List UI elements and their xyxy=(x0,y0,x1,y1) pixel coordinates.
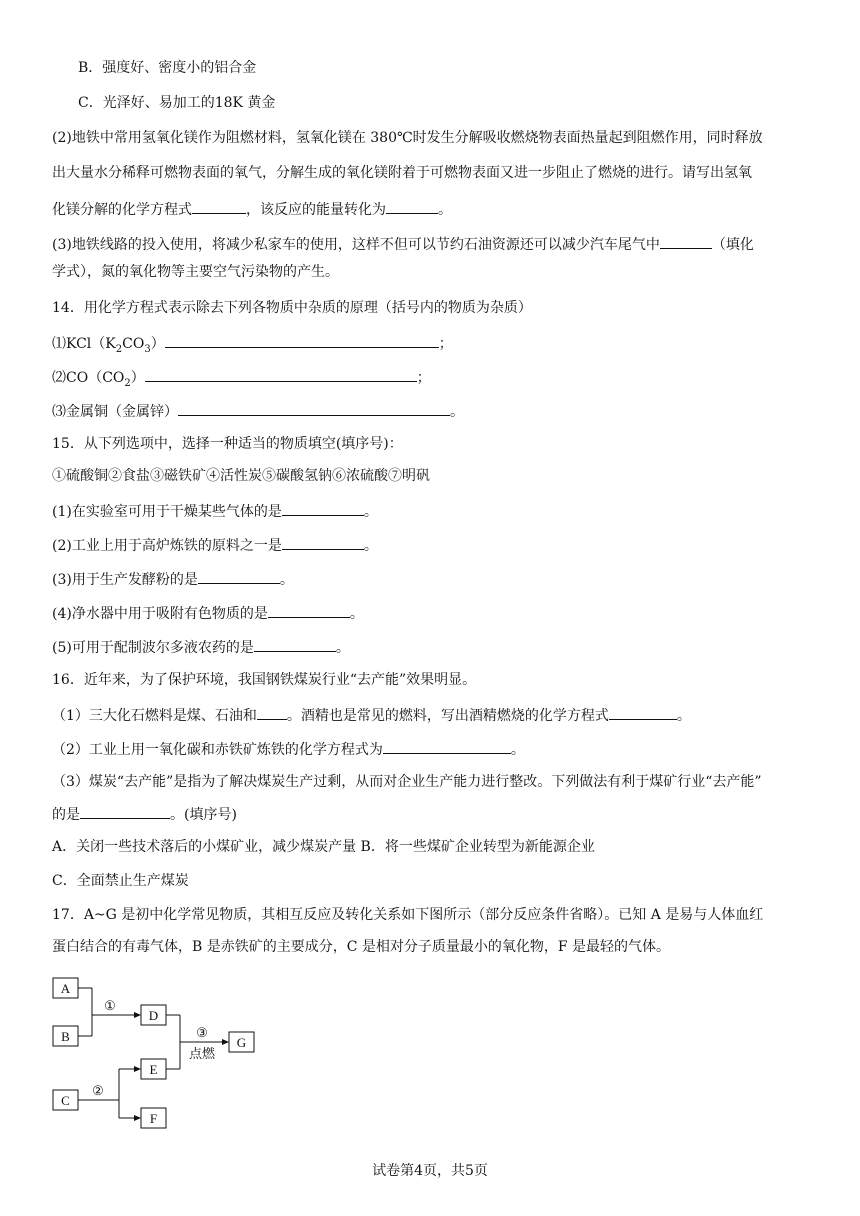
answer-blank[interactable] xyxy=(282,500,364,516)
answer-blank[interactable] xyxy=(254,636,336,652)
q15-sub5-text: (5)可用于配制波尔多液农药的是 xyxy=(52,640,254,656)
period: 。 xyxy=(349,606,364,622)
arrow-head xyxy=(222,1039,229,1045)
q16-sub1-text2: 。酒精也是常见的燃料，写出酒精燃烧的化学方程式 xyxy=(286,708,609,724)
q16-sub1 xyxy=(52,704,812,726)
label-f: F xyxy=(149,1111,158,1126)
q16-sub2-text: （2）工业上用一氧化碳和赤铁矿炼铁的化学方程式为 xyxy=(52,742,383,758)
q16-sub3-text2: 。(填序号) xyxy=(170,807,237,823)
q16-sub3-line1: （3）煤炭“去产能”是指为了解决煤炭生产过剩，从而对企业生产能力进行整改。下列做法有利于煤矿行业“去产能” xyxy=(52,774,762,790)
q14-item2-text2: ） xyxy=(130,370,145,386)
q15-sub4 xyxy=(52,602,812,624)
q14-item1-end: ； xyxy=(438,336,453,352)
q13-part2-end: 。 xyxy=(438,202,452,218)
q15-sub4-text: (4)净水器中用于吸附有色物质的是 xyxy=(52,606,268,622)
q14-item1-text3: ） xyxy=(150,336,165,352)
period: 。 xyxy=(363,504,378,520)
subscript: 2 xyxy=(115,343,123,355)
q16-options-ab: A．关闭一些技术落后的小煤矿业，减少煤炭产量 B．将一些煤矿企业转型为新能源企业 xyxy=(52,839,595,855)
q14-item1-text: ⑴KCl（K xyxy=(52,336,116,352)
q15-sub3-text: (3)用于生产发酵粉的是 xyxy=(52,572,198,588)
q15-sub3 xyxy=(52,568,812,590)
answer-blank[interactable] xyxy=(282,534,364,550)
q15-sub2-text: (2)工业上用于高炉炼铁的原料之一是 xyxy=(52,538,282,554)
q13-part3-text2: （填化 xyxy=(711,237,754,253)
answer-blank[interactable] xyxy=(198,568,280,584)
label-a: A xyxy=(60,981,71,996)
q14-item2 xyxy=(52,366,812,388)
q14-item2-end: ； xyxy=(416,370,431,386)
reaction-1-label: ① xyxy=(104,998,116,1013)
period: 。 xyxy=(279,572,294,588)
answer-blank[interactable] xyxy=(386,198,438,214)
page-footer: 试卷第4页，共5页 xyxy=(372,1163,488,1179)
answer-blank[interactable] xyxy=(660,233,712,249)
q16-stem: 16．近年来，为了保护环境，我国钢铁煤炭行业“去产能”效果明显。 xyxy=(52,672,477,688)
q15-sub1-text: (1)在实验室可用于干燥某些气体的是 xyxy=(52,504,282,520)
arrow-head xyxy=(134,1012,141,1018)
label-d: D xyxy=(148,1008,159,1023)
arrow-head xyxy=(134,1066,141,1072)
period: 。 xyxy=(676,708,691,724)
q13-part2-text2: ，该反应的能量转化为 xyxy=(246,202,386,218)
q13-part2-line1: (2)地铁中常用氢氧化镁作为阻燃材料，氢氧化镁在 380℃时发生分解吸收燃烧物表面热量起到阻燃作用，同时释放 xyxy=(52,130,763,146)
q15-options: ①硫酸铜②食盐③磁铁矿④活性炭⑤碳酸氢钠⑥浓硫酸⑦明矾 xyxy=(52,468,430,484)
q13-part3-text: (3)地铁线路的投入使用，将减少私家车的使用，这样不但可以节约石油资源还可以减少汽车尾气中 xyxy=(52,237,660,253)
reaction-3-condition: 点燃 xyxy=(188,1046,216,1061)
q14-item1-text2: CO xyxy=(122,336,145,352)
subscript: 3 xyxy=(144,343,151,355)
q14-item2-text: ⑵CO（CO xyxy=(52,370,125,386)
label-g: G xyxy=(236,1035,247,1050)
q13-option-b: B．强度好、密度小的铝合金 xyxy=(78,60,257,76)
reaction-diagram xyxy=(40,970,280,1140)
answer-blank[interactable] xyxy=(383,738,511,754)
reaction-2-label: ② xyxy=(92,1083,104,1098)
q17-line2: 蛋白结合的有毒气体，B 是赤铁矿的主要成分，C 是相对分子质量最小的氧化物，F 是最轻的气体。 xyxy=(52,939,671,955)
q15-sub5 xyxy=(52,636,812,658)
answer-blank[interactable] xyxy=(609,704,677,720)
label-c: C xyxy=(61,1093,70,1108)
q16-sub3-text: 的是 xyxy=(52,807,80,823)
q14-stem: 14．用化学方程式表示除去下列各物质中杂质的原理（括号内的物质为杂质） xyxy=(52,300,532,316)
q16-option-c: C．全面禁止生产煤炭 xyxy=(52,873,189,889)
answer-blank[interactable] xyxy=(165,332,439,348)
answer-blank[interactable] xyxy=(192,198,246,214)
q14-item3 xyxy=(52,400,812,422)
q16-sub3-line2 xyxy=(52,803,812,825)
q13-part3-line1 xyxy=(52,233,812,255)
q16-sub1-text: （1）三大化石燃料是煤、石油和 xyxy=(52,708,257,724)
q13-option-c: C．光泽好、易加工的18K 黄金 xyxy=(78,95,276,111)
answer-blank[interactable] xyxy=(178,400,450,416)
q13-part3-line2: 学式），氮的氧化物等主要空气污染物的产生。 xyxy=(52,264,339,280)
q16-sub2 xyxy=(52,738,812,760)
q14-item3-end: 。 xyxy=(450,404,464,420)
answer-blank[interactable] xyxy=(145,366,417,382)
q13-part2-line2: 出大量水分稀释可燃物表面的氧气，分解生成的氧化镁附着于可燃物表面又进一步阻止了燃烧的进行。请写出氢氧 xyxy=(52,165,752,181)
q15-stem: 15．从下列选项中，选择一种适当的物质填空(填序号)： xyxy=(52,436,403,452)
subscript: 2 xyxy=(124,377,131,389)
q14-item3-text: ⑶金属铜（金属锌） xyxy=(52,404,178,420)
q17-line1: 17．A~G 是初中化学常见物质，其相互反应及转化关系如下图所示（部分反应条件省略）。已知 A 是易与人体血红 xyxy=(52,907,764,923)
label-b: B xyxy=(61,1029,70,1044)
period: 。 xyxy=(335,640,350,656)
answer-blank[interactable] xyxy=(268,602,350,618)
reaction-3-label: ③ xyxy=(196,1025,208,1040)
q15-sub1 xyxy=(52,500,812,522)
q13-part2-text: 化镁分解的化学方程式 xyxy=(52,202,192,218)
answer-blank[interactable] xyxy=(80,803,170,819)
q13-part2-line3 xyxy=(52,198,812,220)
q14-item1 xyxy=(52,332,812,354)
period: 。 xyxy=(363,538,378,554)
label-e: E xyxy=(149,1062,158,1077)
answer-blank[interactable] xyxy=(257,704,287,720)
arrow-head xyxy=(134,1115,141,1121)
q15-sub2 xyxy=(52,534,812,556)
period: 。 xyxy=(510,742,525,758)
